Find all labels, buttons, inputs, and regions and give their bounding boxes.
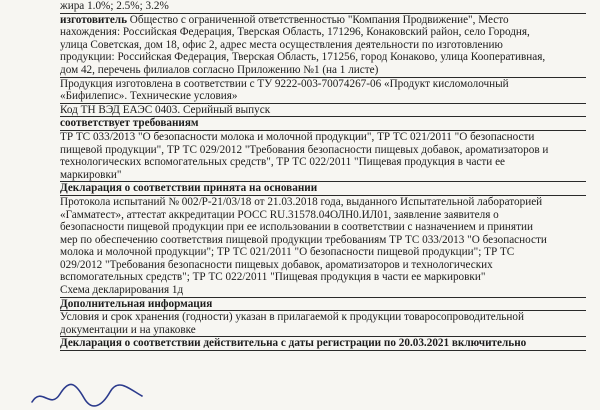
compliance-heading: соответствует требованиям bbox=[60, 117, 586, 131]
production-section bbox=[60, 78, 586, 104]
manufacturer-label: изготовитель bbox=[60, 13, 127, 26]
production-text: Продукция изготовлена в соответствии с ТУ 9222-003-70074267-06 «Продукт кисломолочный bbox=[60, 77, 509, 90]
basis-section bbox=[60, 182, 586, 297]
compliance-text: пищевой продукции", ТР ТС 029/2012 "Требования безопасности пищевых добавок, ароматизаторов и bbox=[60, 143, 549, 156]
basis-text: Протокола испытаний № 002/Р-21/03/18 от 21.03.2018 года, выданного Испытательной лабораторией bbox=[60, 195, 543, 208]
compliance-text: маркировки" bbox=[60, 169, 586, 183]
manufacturer-text: продукции: Российская Федерация, Тверская Область, 171256, город Конаково, улица Кооперативная, bbox=[60, 51, 546, 64]
basis-text: безопасности пищевой продукции при ее использовании в соответствии с назначением и принятии bbox=[60, 221, 533, 234]
manufacturer-text: Общество с ограниченной ответственностью "Компания Продвижение", Место bbox=[127, 13, 509, 26]
additional-section bbox=[60, 298, 586, 338]
basis-text: 029/2012 "Требования безопасности пищевых добавок, ароматизаторов и технологических bbox=[60, 258, 493, 271]
manufacturer-text: нахождения: Российская Федерация, Тверская Область, 171296, Конаковский район, село Городня, bbox=[60, 26, 530, 39]
basis-text: мер по обеспечению соответствия пищевой продукции требованиям ТР ТС 033/2013 "О безопасности bbox=[60, 233, 547, 246]
basis-text: молока и молочной продукции"; ТР ТС 021/2011 "О безопасности пищевой продукции"; ТР ТС bbox=[60, 246, 515, 259]
handwritten-signature bbox=[28, 380, 148, 410]
production-text: «Бифилепис». Технические условия» bbox=[60, 90, 586, 104]
fat-content-line: жира 1.0%; 2.5%; 3.2% bbox=[60, 0, 586, 14]
hs-code-line: Код ТН ВЭД ЕАЭС 0403. Серийный выпуск bbox=[60, 104, 586, 118]
validity-line: Декларация о соответствии действительна с даты регистрации по 20.03.2021 включительно bbox=[60, 337, 586, 351]
additional-heading: Дополнительная информация bbox=[60, 298, 586, 312]
manufacturer-text: улица Советская, дом 18, офис 2, адрес места осуществления деятельности по изготовлению bbox=[60, 38, 503, 51]
basis-heading: Декларация о соответствии принята на основании bbox=[60, 182, 586, 196]
additional-text: документации и на упаковке bbox=[60, 324, 586, 338]
compliance-section bbox=[60, 117, 586, 182]
manufacturer-text: дом 42, перечень филиалов согласно Приложению №1 (на 1 листе) bbox=[60, 64, 586, 78]
scheme-line: Схема декларирования 1д bbox=[60, 284, 586, 298]
compliance-text: ТР ТС 033/2013 "О безопасности молока и молочной продукции", ТР ТС 021/2011 "О безопасности bbox=[60, 130, 535, 143]
compliance-text: технологических вспомогательных средств", ТР ТС 022/2011 "Пищевая продукция в части ее bbox=[60, 156, 506, 169]
additional-text: Условия и срок хранения (годности) указан в прилагаемой к продукции товаросопроводительной bbox=[60, 311, 524, 324]
manufacturer-section bbox=[60, 14, 586, 78]
basis-text: вспомогательных средств"; ТР ТС 022/2011 "Пищевая продукция в части ее маркировки" bbox=[60, 271, 486, 284]
basis-text: «Гамматест», аттестат аккредитации РОСС RU.31578.04ОЛН0.ИЛ01, заявление заявителя о bbox=[60, 208, 499, 221]
